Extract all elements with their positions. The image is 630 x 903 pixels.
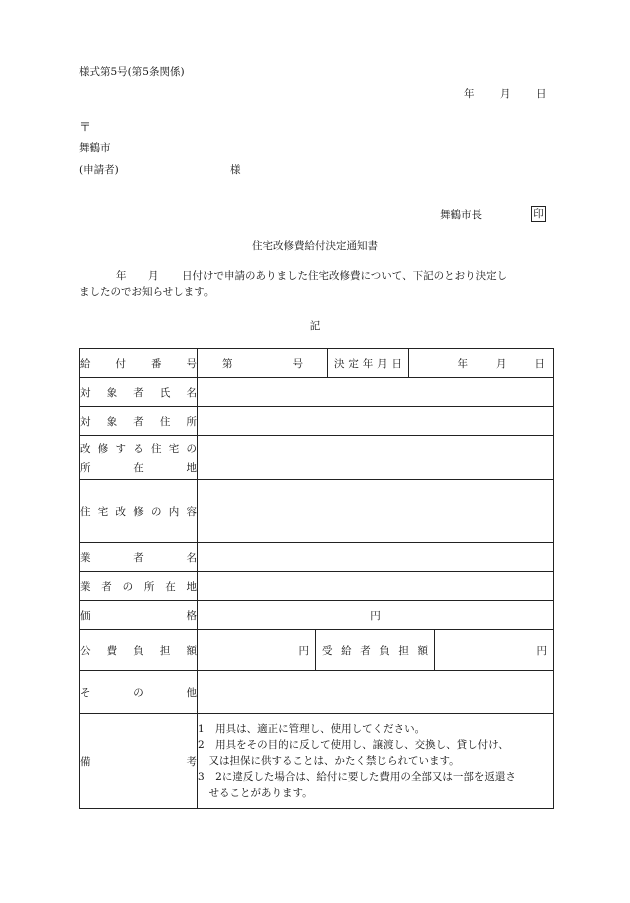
date-month-label: 月 xyxy=(500,88,511,100)
recipient-burden-unit: 円 xyxy=(536,644,547,657)
label-house-location-2: 所 在 地 xyxy=(80,461,197,474)
cell-label xyxy=(80,349,198,378)
table-row xyxy=(80,407,554,436)
cell-recipient-burden[interactable] xyxy=(435,630,554,671)
label-remarks: 備 考 xyxy=(80,755,197,768)
cell-label xyxy=(80,407,198,436)
price-unit: 円 xyxy=(370,609,381,622)
label-recipient-burden: 受 給 者 負 担 額 xyxy=(322,644,428,657)
number-prefix: 第 xyxy=(222,357,233,370)
label-price: 価 格 xyxy=(80,609,197,622)
table-row xyxy=(80,601,554,630)
remark-line: 3 2に違反した場合は、給付に要した費用の全部又は一部を返還さ xyxy=(198,771,516,783)
body-line-2: ましたのでお知らせします。 xyxy=(79,286,215,298)
seal-mark xyxy=(531,206,546,222)
document-title: 住宅改修費給付決定通知書 xyxy=(252,240,378,252)
cell-label xyxy=(80,630,198,671)
ki-heading: 記 xyxy=(309,320,321,332)
cell-label xyxy=(80,572,198,601)
table-row xyxy=(80,349,554,378)
date-year-label: 年 xyxy=(464,88,475,100)
date-day-label: 日 xyxy=(536,88,547,100)
mayor-title: 舞鶴市長 xyxy=(440,209,482,221)
cell-label xyxy=(80,378,198,407)
form-table xyxy=(79,348,554,809)
table-row xyxy=(80,480,554,543)
table-row xyxy=(80,436,554,480)
table-row xyxy=(80,543,554,572)
remark-line: せることがあります。 xyxy=(198,787,313,799)
cell-decision-label xyxy=(328,349,409,378)
table-row xyxy=(80,378,554,407)
cell-house-location[interactable] xyxy=(198,436,554,480)
number-suffix: 号 xyxy=(292,357,303,370)
table-row xyxy=(80,630,554,671)
label-decision-date: 決 定 年 月 日 xyxy=(334,357,402,370)
table-row xyxy=(80,671,554,714)
cell-renovation-content[interactable] xyxy=(198,480,554,543)
cell-label xyxy=(80,480,198,543)
cell-label xyxy=(80,436,198,480)
postal-mark: 〒 xyxy=(79,120,92,134)
body-month: 月 xyxy=(148,270,159,282)
label-public-burden: 公 費 負 担 額 xyxy=(80,644,197,657)
cell-label xyxy=(80,671,198,714)
table-row xyxy=(80,714,554,809)
cell-label xyxy=(80,601,198,630)
cell-price[interactable] xyxy=(198,601,554,630)
cell-label xyxy=(80,543,198,572)
honorific: 様 xyxy=(230,164,241,176)
cell-contractor-address[interactable] xyxy=(198,572,554,601)
remark-line: 2 用具をその目的に反して使用し、譲渡し、交換し、貸し付け、 xyxy=(198,739,509,751)
decision-year: 年 xyxy=(457,357,468,370)
cell-recipient-label xyxy=(316,630,435,671)
cell-remarks xyxy=(198,714,554,809)
cell-label xyxy=(80,714,198,809)
decision-day: 日 xyxy=(534,357,545,370)
label-house-location-1: 改 修 す る 住 宅 の xyxy=(80,442,197,455)
remark-line: 1 用具は、適正に管理し、使用してください。 xyxy=(198,723,426,735)
label-target-address: 対 象 者 住 所 xyxy=(80,415,197,428)
cell-benefit-number xyxy=(198,349,328,378)
body-line-1: 日付けで申請のありました住宅改修費について、下記のとおり決定し xyxy=(182,270,508,282)
label-contractor-address: 業 者 の 所 在 地 xyxy=(80,580,197,593)
body-year: 年 xyxy=(116,270,127,282)
cell-other[interactable] xyxy=(198,671,554,714)
label-renovation-content: 住 宅 改 修 の 内 容 xyxy=(80,505,197,518)
cell-decision-date xyxy=(409,349,554,378)
cell-public-burden[interactable] xyxy=(198,630,316,671)
applicant-label: (申請者) xyxy=(79,164,119,176)
remark-line: 又は担保に供することは、かたく禁じられています。 xyxy=(198,755,460,767)
cell-target-name[interactable] xyxy=(198,378,554,407)
seal-box: 印 xyxy=(531,206,546,222)
label-other: そ の 他 xyxy=(80,686,197,699)
city-name: 舞鶴市 xyxy=(79,142,111,154)
cell-contractor-name[interactable] xyxy=(198,543,554,572)
cell-target-address[interactable] xyxy=(198,407,554,436)
label-contractor-name: 業 者 名 xyxy=(80,551,197,564)
public-burden-unit: 円 xyxy=(298,644,309,657)
table-row xyxy=(80,572,554,601)
form-number: 様式第5号(第5条関係) xyxy=(79,66,185,78)
decision-month: 月 xyxy=(496,357,507,370)
label-benefit-number: 給 付 番 号 xyxy=(80,357,197,370)
label-target-name: 対 象 者 氏 名 xyxy=(80,386,197,399)
